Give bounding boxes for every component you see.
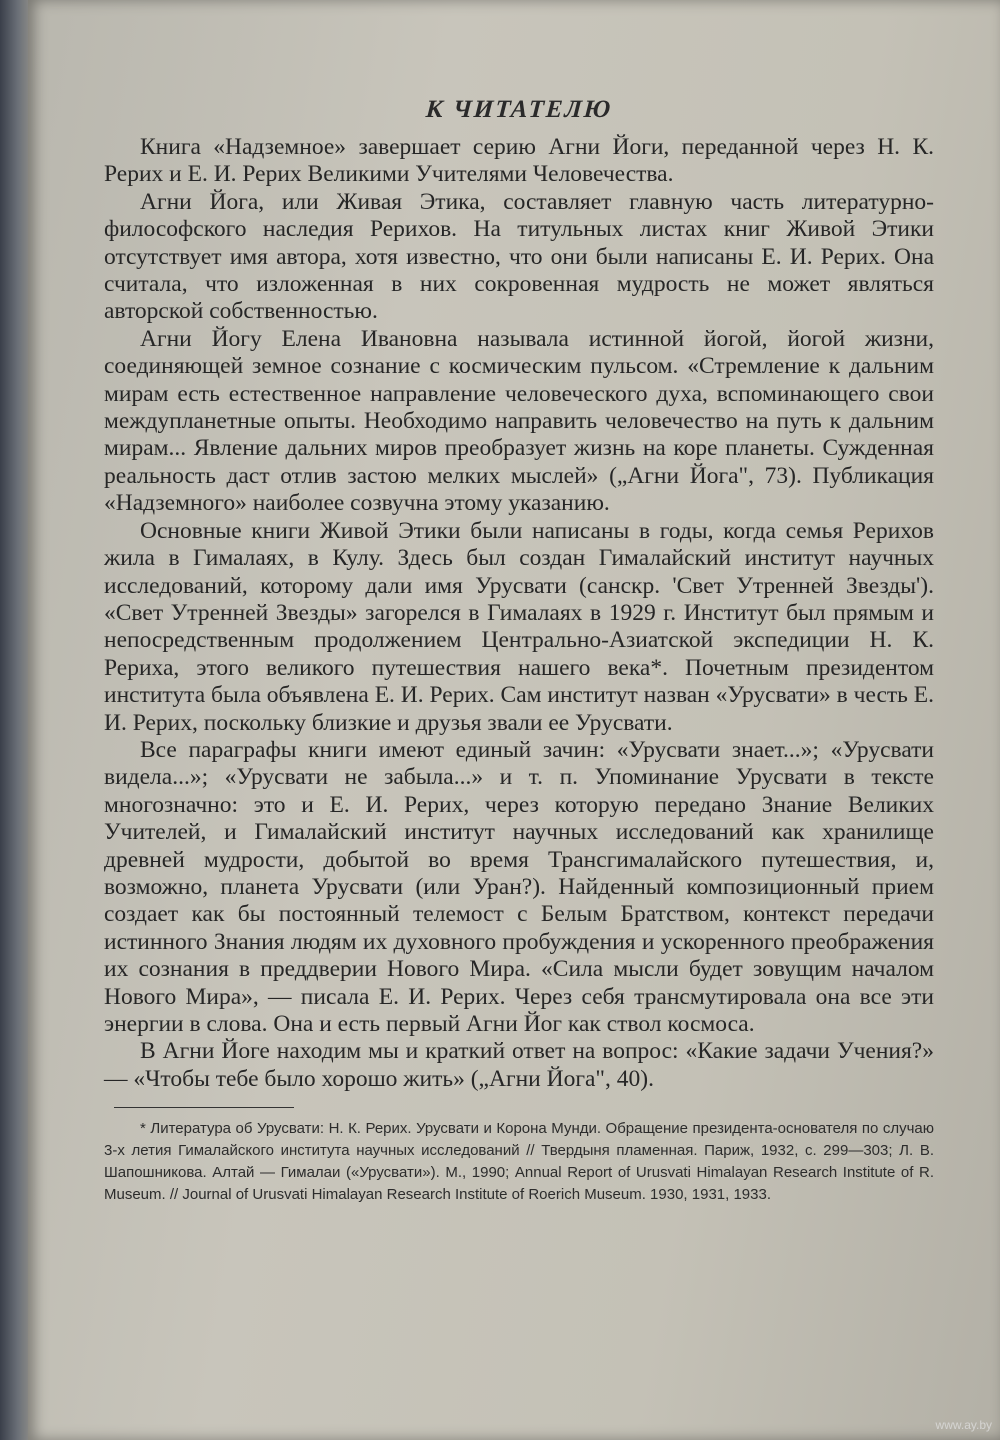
paragraph-6: В Агни Йоге находим мы и краткий ответ на вопрос: «Какие задачи Учения?» — «Чтобы тебе было хорошо жить» („Агни Йога", 40). bbox=[104, 1038, 934, 1092]
watermark: www.ay.by bbox=[935, 1418, 992, 1432]
footnote-divider bbox=[114, 1107, 294, 1108]
body-text bbox=[104, 134, 934, 1093]
footnote bbox=[104, 1118, 934, 1206]
footnote-text: * Литература об Урусвати: Н. К. Рерих. Урусвати и Корона Мунди. Обращение президента-основателя по случаю 3-х летия Гималайского института научных исследований // Твердыня пламенная. Париж, 1932, с. 299—303; Л. В. Шапошникова. Алтай — Гималаи («Урусвати»). М., 1990; Annual Report of Urusvati Himalayan Research Institute of R. Museum. // Journal of Urusvati Himalayan Research Institute of Roerich Museum. 1930, 1931, 1933. bbox=[104, 1120, 934, 1204]
page-content bbox=[104, 96, 934, 1206]
paragraph-5: Все параграфы книги имеют единый зачин: «Урусвати знает...»; «Урусвати видела...»; «Урусвати не забыла...» и т. п. Упоминание Урусвати в тексте многозначно: это и Е. И. Рерих, через которую передано Знание Великих Учителей, и Гималайский институт научных исследований как хранилище древней мудрости, добытой во время Трансгималайского путешествия, и, возможно, планета Урусвати (или Уран?). Найденный композиционный прием создает как бы постоянный телемост с Белым Братством, контекст передачи истинного Знания людям их духовного пробуждения и ускоренного преображения их сознания в преддверии Нового Мира. «Сила мысли будет зовущим началом Нового Мира», — писала Е. И. Рерих. Через себя трансмутировала она все эти энергии в слова. Она и есть первый Агни Йог как ствол космоса. bbox=[104, 736, 934, 1037]
paragraph-4: Основные книги Живой Этики были написаны в годы, когда семья Рерихов жила в Гималаях, в Кулу. Здесь был создан Гималайский институт научных исследований, которому дали имя Урусвати (санскр. 'Свет Утренней Звезды'). «Свет Утренней Звезды» загорелся в Гималаях в 1929 г. Институт был прямым и непосредственным продолжением Центрально-Азиатской экспедиции Н. К. Рериха, этого великого путешествия нашего века*. Почетным президентом института была объявлена Е. И. Рерих. Сам институт назван «Урусвати» в честь Е. И. Рерих, поскольку близкие и друзья звали ее Урусвати. bbox=[104, 517, 934, 736]
paragraph-3: Агни Йогу Елена Ивановна называла истинной йогой, йогой жизни, соединяющей земное сознание с космическим пульсом. «Стремление к дальним мирам есть естественное направление человеческого духа, вспоминающего свои междупланетные опыты. Необходимо направить человечество на путь к дальним мирам... Явление дальних миров преобразует жизнь на коре планеты. Сужденная реальность даст отлив застою мелких мыслей» („Агни Йога", 73). Публикация «Надземного» наиболее созвучна этому указанию. bbox=[104, 325, 934, 517]
book-spine-edge bbox=[0, 0, 30, 1440]
paragraph-1: Книга «Надземное» завершает серию Агни Йоги, переданной через Н. К. Рерих и Е. И. Рерих Великими Учителями Человечества. bbox=[104, 134, 934, 188]
book-page bbox=[28, 0, 1000, 1440]
page-heading: К ЧИТАТЕЛЮ bbox=[424, 96, 614, 123]
paragraph-2: Агни Йога, или Живая Этика, составляет главную часть литературно-философского наследия Рерихов. На титульных листах книг Живой Этики отсутствует имя автора, хотя известно, что они были написаны Е. И. Рерих. Она считала, что изложенная в них сокровенная мудрость не может являться авторской собственностью. bbox=[104, 188, 934, 325]
